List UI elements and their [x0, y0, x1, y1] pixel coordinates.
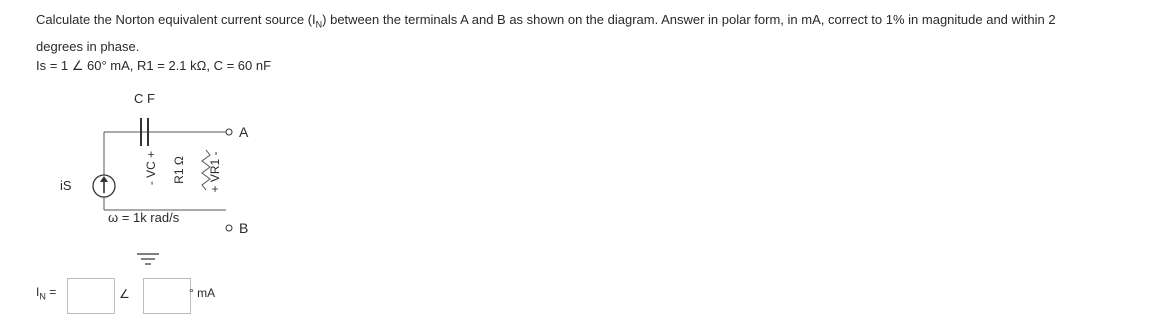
r1-label: R1 Ω [172, 156, 186, 184]
answer-label-sub: N [39, 291, 46, 302]
terminal-b-label: B [239, 220, 249, 236]
phase-input[interactable] [143, 278, 191, 314]
question-line1-post: ) between the terminals A and B as shown on the diagram. Answer in polar form, in mA, correct to 1% in magnitude and within 2 [322, 12, 1056, 27]
source-label: iS [60, 178, 72, 193]
vr1-label: + VR1 - [208, 151, 222, 193]
parameters-text: Is = 1 ∠ 60° mA, R1 = 2.1 kΩ, C = 60 nF [36, 58, 272, 73]
unit-label: ° mA [189, 286, 216, 300]
answer-label [36, 285, 56, 301]
terminal-a-node [226, 129, 232, 135]
question-line2: degrees in phase. [36, 38, 140, 54]
answer-label-main: I [36, 285, 40, 299]
angle-symbol: ∠ [119, 287, 130, 301]
capacitor-label: C F [134, 91, 155, 106]
magnitude-input[interactable] [67, 278, 115, 314]
question-line1-pre: Calculate the Norton equivalent current source (I [36, 12, 316, 27]
omega-label: ω = 1k rad/s [108, 210, 180, 225]
answer-label-eq: = [49, 285, 57, 299]
vc-label: - VC + [144, 150, 158, 186]
terminal-a-label: A [239, 124, 249, 140]
terminal-b-node [226, 225, 232, 231]
question-subscript: N [315, 19, 323, 30]
